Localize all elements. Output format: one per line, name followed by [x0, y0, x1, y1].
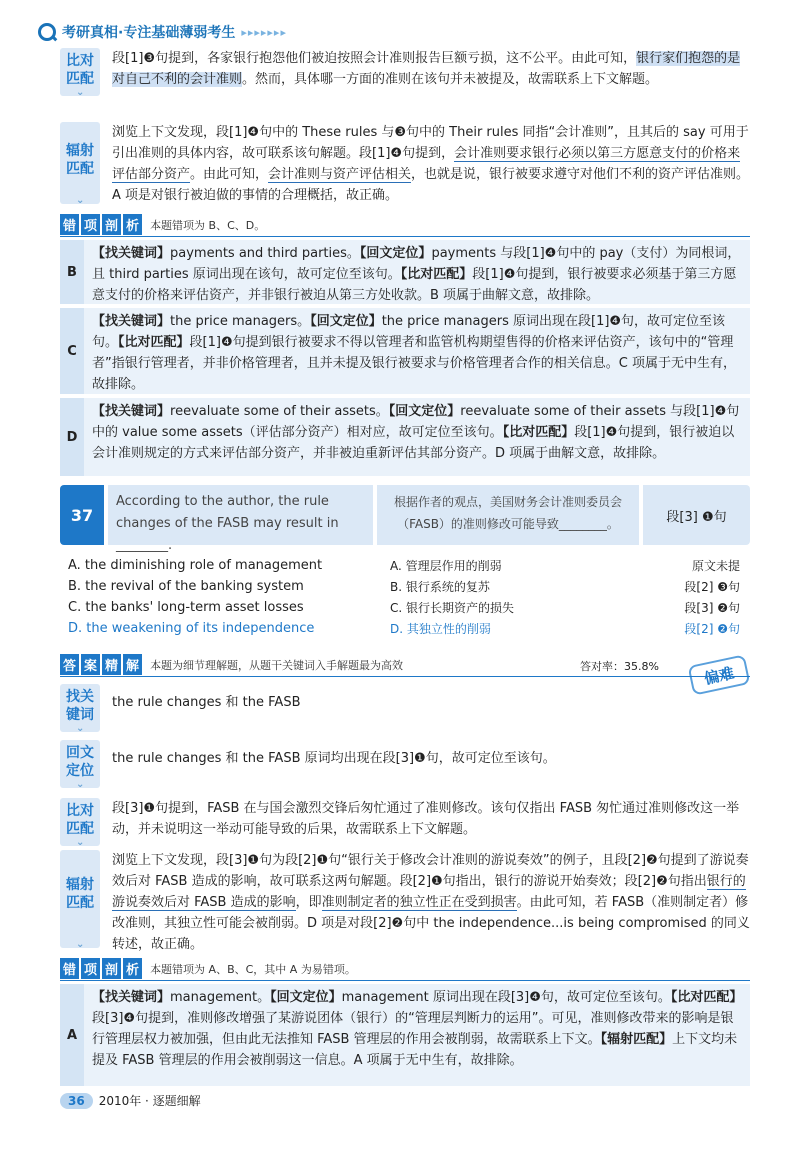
choice-en: B. the revival of the banking system — [68, 579, 304, 594]
option-a-analysis — [60, 984, 750, 1086]
option-text: 【找关键词】the price managers。【回文定位】the price managers 原词出现在段[1]❹句，故可定位至该句。【比对匹配】段[1]❹句提到银行被要求不得以管理者和监管机构期望售得的价格来评估资产，该句中的“管理者”指银行管理者，并非价格管理者，且并未提及银行被要求与价格管理者合作的相关信息。C 项属于无中生有，故排除。 — [92, 314, 736, 392]
header-arrows-icon: ▸▸▸▸▸▸▸ — [241, 25, 287, 39]
page-number: 36 — [60, 1093, 93, 1109]
locate-row — [60, 740, 750, 788]
title-char: 错 — [60, 214, 79, 235]
radiate-match-text: 浏览上下文发现，段[1]❹句中的 These rules 与❸句中的 Their rules 同指“会计准则”，且其后的 say 可用于引出准则的具体内容，故可联系该句解题。段[1]❹句提到，会计准则要求银行必须以第三方愿意支付的价格来评估部分资产。由此可知，会计准则与资产评估相关，也就是说，银行被要求遵守对他们不利的资产评估准则。A 项是对银行被迫做的事情的合理概括，故正确。 — [112, 125, 750, 203]
compare-match-text: 段[1]❸句提到，各家银行抱怨他们被迫按照会计准则报告巨额亏损，这不公平。由此可知，银行家们抱怨的是对自己不利的会计准则。然而，具体哪一方面的准则在该句并未被提及，故需联系上下文解题。 — [112, 51, 741, 87]
option-text: 【找关键词】payments and third parties。【回文定位】payments 与段[1]❹句中的 pay（支付）为同根词，且 third parties 原词出现在该句，故可定位至该句。【比对匹配】段[1]❹句提到，银行被要求必须基于第三方愿意支付的价格来评估资产，并非银行被迫从第三方处收款。B 项属于曲解文意，故排除。 — [92, 246, 741, 303]
compare-match-row — [60, 48, 750, 96]
section-divider — [60, 980, 750, 981]
page-footer — [60, 1092, 201, 1109]
question-37 — [60, 485, 750, 553]
choices-list — [68, 555, 748, 639]
choice-a — [68, 555, 748, 576]
choice-loc: 段[3] ❷句 — [684, 601, 740, 615]
keyword-tag: 找关 键词 ⌄ — [60, 684, 100, 732]
title-char: 案 — [81, 654, 100, 675]
choice-en: D. the weakening of its independence — [68, 621, 315, 636]
title-char: 解 — [123, 654, 142, 675]
locate-text: the rule changes 和 the FASB 原词均出现在段[3]❶句，故可定位至该句。 — [112, 751, 556, 766]
title-char: 剖 — [102, 214, 121, 235]
choice-c — [68, 597, 748, 618]
title-char: 析 — [123, 214, 142, 235]
answer-note: 本题为细节理解题，从题干关键词入手解题最为高效 — [150, 658, 404, 672]
title-char: 精 — [102, 654, 121, 675]
section-divider — [60, 236, 750, 237]
question-cn: 根据作者的观点，美国财务会计准则委员会（FASB）的准则修改可能导致________。 — [377, 485, 639, 545]
radiate-tag: 辐射 匹配 ⌄ — [60, 850, 100, 948]
title-char: 剖 — [102, 958, 121, 979]
option-text: 【找关键词】management。【回文定位】management 原词出现在段[3]❹句，故可定位至该句。【比对匹配】段[3]❹句提到，准则修改增强了某游说团体（银行）的“管理层判断力的运用”。可见，准则修改带来的影响是银行管理层权力被加强，但由此无法推知 FASB 管理层的作用会被削弱，故需联系上下文。【辐射匹配】上下文均未提及 FASB 管理层的作用会被削弱这一信息。A 项属于无中生有，故排除。 — [92, 990, 743, 1068]
choice-loc: 段[2] ❸句 — [684, 580, 740, 594]
wrong-analysis-note: 本题错项为 B、C、D。 — [150, 218, 266, 232]
wrong-analysis-title-2 — [60, 958, 356, 979]
keyword-row — [60, 684, 750, 732]
title-char: 项 — [81, 214, 100, 235]
option-letter: C — [60, 308, 84, 394]
question-location: 段[3] ❶句 — [643, 485, 750, 545]
section-divider — [60, 676, 750, 677]
choice-cn: B. 银行系统的复苏 — [390, 580, 490, 594]
choice-loc: 段[2] ❷句 — [684, 622, 740, 636]
title-char: 答 — [60, 654, 79, 675]
option-letter: D — [60, 398, 84, 476]
question-en: According to the author, the rule changes of the FASB may result in ________. — [108, 485, 373, 545]
title-char: 析 — [123, 958, 142, 979]
compare-text: 段[3]❶句提到，FASB 在与国会激烈交锋后匆忙通过了准则修改。该句仅指出 FASB 匆忙通过准则修改这一举动，并未说明这一举动可能导致的后果，故需联系上下文解题。 — [112, 801, 740, 837]
answer-title — [60, 654, 403, 675]
page-header — [38, 22, 287, 42]
title-char: 项 — [81, 958, 100, 979]
choice-en: C. the banks' long-term asset losses — [68, 600, 304, 615]
locate-tag: 回文 定位 ⌄ — [60, 740, 100, 788]
radiate-row — [60, 850, 750, 955]
footer-text: 2010年 · 逐题细解 — [98, 1094, 201, 1108]
choice-en: A. the diminishing role of management — [68, 558, 323, 573]
header-title: 考研真相·专注基础薄弱考生 — [62, 25, 236, 41]
wrong-analysis-title — [60, 214, 265, 235]
option-text: 【找关键词】reevaluate some of their assets。【回文定位】reevaluate some of their assets 与段[1]❹句中的 value some assets（评估部分资产）相对应，故可定位至该句。【比对匹配】段[1]❹句提到，银行被迫以会计准则规定的方式来评估部分资产，并非被迫重新评估其部分资产。D 项属于曲解文意，故排除。 — [92, 404, 740, 461]
keyword-text: the rule changes 和 the FASB — [112, 695, 301, 710]
choice-b — [68, 576, 748, 597]
option-letter: A — [60, 984, 84, 1086]
correct-rate: 答对率：35.8% — [580, 660, 659, 673]
difficulty-badge: 偏难 — [688, 654, 751, 695]
wrong-analysis-note-2: 本题错项为 A、B、C，其中 A 为易错项。 — [150, 962, 356, 976]
option-d-analysis — [60, 398, 750, 476]
compare-match-tag: 比对 匹配 ⌄ — [60, 48, 100, 96]
option-b-analysis — [60, 240, 750, 304]
option-c-analysis — [60, 308, 750, 394]
radiate-text: 浏览上下文发现，段[3]❶句为段[2]❶句“银行关于修改会计准则的游说奏效”的例子，且段[2]❷句提到了游说奏效后对 FASB 造成的影响，故可联系这两句解题。段[2]❶句指出，银行的游说开始奏效；段[2]❷句指出银行的游说奏效后对 FASB 造成的影响，即准则制定者的独立性正在受到损害。由此可知，若 FASB（准则制定者）修改准则，其独立性可能会被削弱。D 项是对段[2]❷句中 the independence...is being compromised 的同义转述，故正确。 — [112, 853, 750, 952]
compare-row — [60, 798, 750, 846]
title-char: 错 — [60, 958, 79, 979]
question-number: 37 — [60, 485, 104, 545]
choice-loc: 原文未提 — [691, 559, 740, 573]
radiate-match-row — [60, 122, 750, 206]
choice-cn: D. 其独立性的削弱 — [390, 622, 491, 636]
radiate-match-tag: 辐射 匹配 ⌄ — [60, 122, 100, 204]
choice-d-correct — [68, 618, 748, 639]
option-letter: B — [60, 240, 84, 304]
compare-tag: 比对 匹配 ⌄ — [60, 798, 100, 846]
choice-cn: C. 银行长期资产的损失 — [390, 601, 515, 615]
logo-q-icon — [38, 23, 56, 41]
choice-cn: A. 管理层作用的削弱 — [390, 559, 502, 573]
